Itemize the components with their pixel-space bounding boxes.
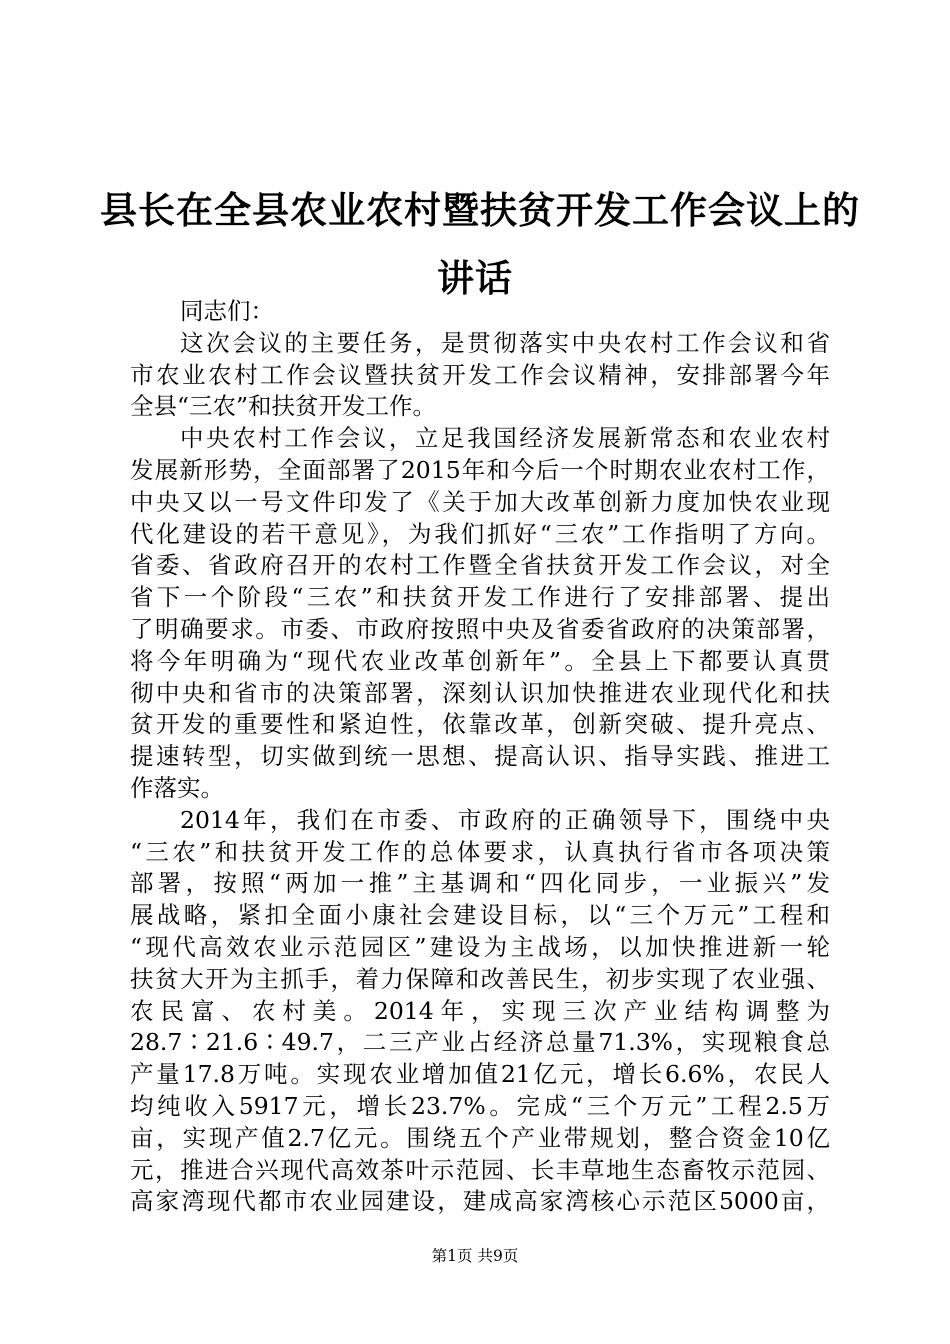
paragraph-line: 2014年，我们在市委、市政府的正确领导下，围绕中央 (180, 805, 830, 834)
document-body (130, 296, 830, 1218)
paragraph-line: 了明确要求。市委、市政府按照中央及省委省政府的决策部署， (130, 614, 830, 643)
paragraph-line: 贫开发的重要性和紧迫性，依靠改革，创新突破、提升亮点、 (130, 710, 830, 739)
paragraph-line: 部署，按照“两加一推”主基调和“四化同步，一业振兴”发 (130, 869, 830, 898)
document-title (100, 176, 860, 312)
title-line: 县长在全县农业农村暨扶贫开发工作会议上的 (100, 188, 860, 232)
page-number-footer: 第1页 共9页 (431, 1247, 519, 1265)
paragraph-line: 这次会议的主要任务，是贯彻落实中央农村工作会议和省 (180, 328, 830, 357)
salutation-line: 同志们： (180, 297, 274, 325)
paragraph-line: 全县“三农”和扶贫开发工作。 (130, 392, 437, 421)
title-line: 讲话 (437, 256, 513, 300)
paragraph-line: 28.7∶21.6∶49.7，二三产业占经济总量71.3%，实现粮食总 (130, 1028, 830, 1057)
paragraph-line: 市农业农村工作会议暨扶贫开发工作会议精神，安排部署今年 (130, 360, 830, 389)
paragraph-line: 展战略，紧扣全面小康社会建设目标，以“三个万元”工程和 (130, 901, 830, 930)
paragraph-line: 提速转型，切实做到统一思想、提高认识、指导实践、推进工 (130, 742, 830, 771)
paragraph-line: 高家湾现代都市农业园建设，建成高家湾核心示范区5000亩， (130, 1187, 830, 1216)
paragraph-line: 中央又以一号文件印发了《关于加大改革创新力度加快农业现 (130, 487, 830, 516)
paragraph-line: “三农”和扶贫开发工作的总体要求，认真执行省市各项决策 (130, 837, 830, 866)
paragraph-line: 均纯收入5917元，增长23.7%。完成“三个万元”工程2.5万 (130, 1091, 830, 1120)
paragraph-line: 农民富、农村美。2014年，实现三次产业结构调整为 (130, 996, 830, 1025)
paragraph-line: 彻中央和省市的决策部署，深刻认识加快推进农业现代化和扶 (130, 678, 830, 707)
paragraph-line: 中央农村工作会议，立足我国经济发展新常态和农业农村 (180, 424, 830, 453)
paragraph-line: 发展新形势，全面部署了2015年和今后一个时期农业农村工作， (130, 455, 830, 484)
paragraph-line: 作落实。 (130, 773, 224, 802)
paragraph-line: “现代高效农业示范园区”建设为主战场，以加快推进新一轮 (130, 932, 830, 961)
paragraph-line: 元，推进合兴现代高效茶叶示范园、长丰草地生态畜牧示范园、 (130, 1155, 830, 1184)
paragraph-line: 产量17.8万吨。实现农业增加值21亿元，增长6.6%，农民人 (130, 1060, 830, 1089)
paragraph-line: 省委、省政府召开的农村工作暨全省扶贫开发工作会议，对全 (130, 551, 830, 580)
paragraph-line: 省下一个阶段“三农”和扶贫开发工作进行了安排部署、提出 (130, 583, 830, 612)
paragraph-line: 将今年明确为“现代农业改革创新年”。全县上下都要认真贯 (130, 646, 830, 675)
paragraph-line: 亩，实现产值2.7亿元。围绕五个产业带规划，整合资金10亿 (130, 1123, 830, 1152)
paragraph-line: 扶贫大开为主抓手，着力保障和改善民生，初步实现了农业强、 (130, 964, 830, 993)
paragraph-line: 代化建设的若干意见》，为我们抓好“三农”工作指明了方向。 (130, 519, 830, 548)
